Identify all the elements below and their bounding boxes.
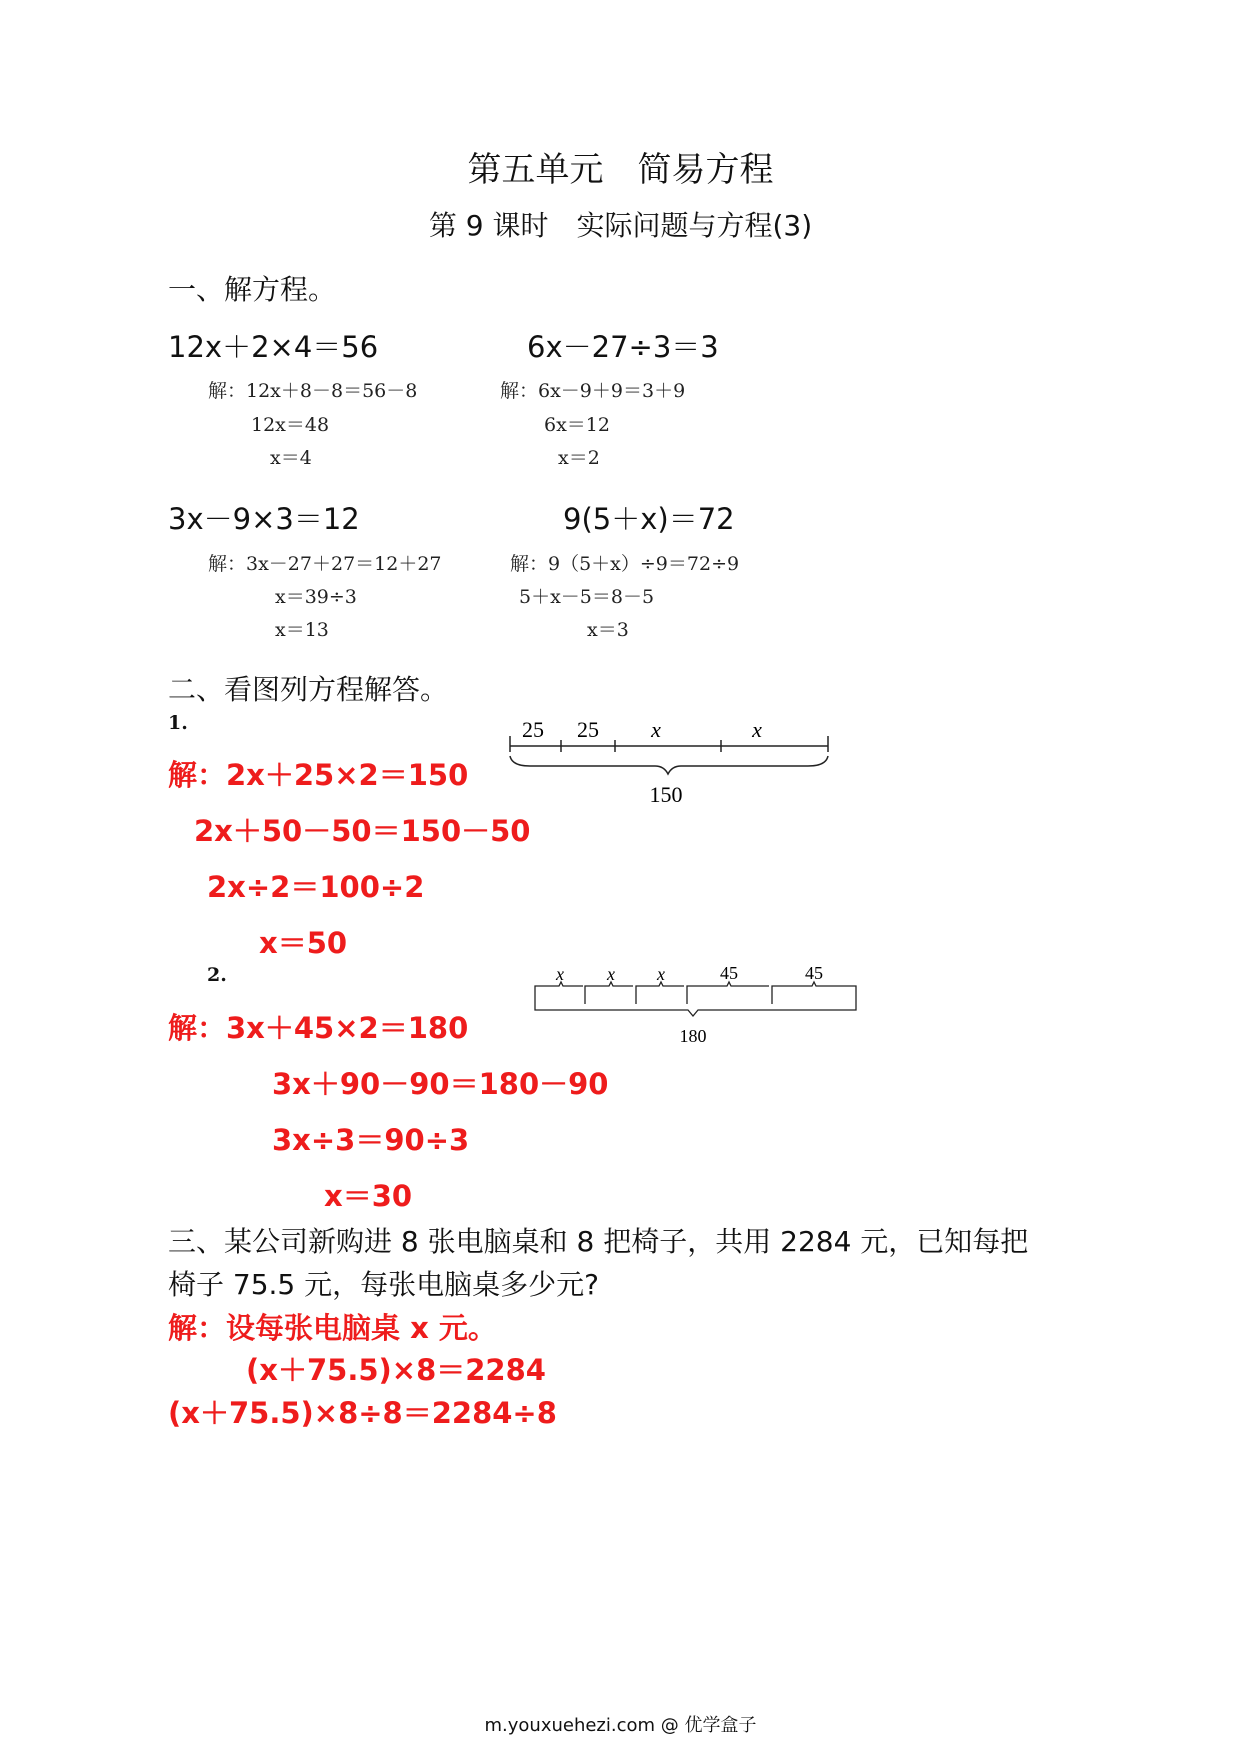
section-3-question-line-2: 椅子 75.5 元，每张电脑桌多少元?	[168, 1268, 600, 1301]
q2-answer-line-2: 3x＋90－90＝180－90	[272, 1067, 609, 1101]
question-1-number: 1.	[168, 712, 188, 734]
diagram-1	[500, 712, 840, 812]
lesson-subtitle: 第 9 课时 实际问题与方程(3)	[428, 209, 813, 242]
problem-3-step-3: x＝13	[275, 619, 329, 641]
section-3-answer-line-3: (x＋75.5)×8÷8＝2284÷8	[168, 1396, 557, 1430]
problem-1-step-2: 12x＝48	[251, 414, 330, 436]
question-2-number: 2.	[207, 964, 227, 986]
problem-2-step-2: 6x＝12	[544, 414, 610, 436]
problem-2-step-1: 解：6x－9＋9＝3＋9	[500, 380, 686, 402]
section-2-heading: 二、看图列方程解答。	[168, 673, 449, 706]
diagram-1-label-4: x	[752, 717, 762, 742]
diagram-2-label-1: x	[556, 964, 564, 984]
problem-1-step-1: 解：12x＋8－8＝56－8	[208, 380, 418, 402]
problem-4-step-1: 解：9（5＋x）÷9＝72÷9	[510, 553, 740, 575]
section-1-heading: 一、解方程。	[168, 273, 337, 306]
section-3-answer-line-2: (x＋75.5)×8＝2284	[246, 1353, 546, 1387]
problem-4-step-2: 5＋x－5＝8－5	[519, 586, 655, 608]
page-title: 第五单元 简易方程	[467, 150, 774, 190]
diagram-1-label-1: 25	[522, 717, 544, 742]
problem-4-step-3: x＝3	[587, 619, 629, 641]
problem-1-equation: 12x＋2×4＝56	[168, 330, 379, 364]
section-3-question-line-1: 三、某公司新购进 8 张电脑桌和 8 把椅子，共用 2284 元，已知每把	[168, 1225, 1029, 1258]
q1-answer-line-1: 解：2x＋25×2＝150	[168, 758, 469, 792]
problem-3-step-1: 解：3x－27＋27＝12＋27	[208, 553, 442, 575]
problem-2-equation: 6x－27÷3＝3	[527, 330, 719, 364]
diagram-2	[528, 958, 864, 1050]
diagram-2-label-2: x	[607, 964, 615, 984]
problem-2-step-3: x＝2	[558, 447, 600, 469]
diagram-2-label-4: 45	[720, 963, 738, 983]
diagram-2-label-5: 45	[805, 963, 823, 983]
diagram-1-label-2: 25	[577, 717, 599, 742]
diagram-1-total: 150	[649, 782, 683, 807]
problem-3-step-2: x＝39÷3	[275, 586, 357, 608]
section-3-answer-line-1: 解：设每张电脑桌 x 元。	[168, 1311, 497, 1345]
q2-answer-line-3: 3x÷3＝90÷3	[272, 1123, 470, 1157]
q2-answer-line-4: x＝30	[324, 1179, 413, 1213]
q1-answer-line-4: x＝50	[259, 926, 348, 960]
problem-4-equation: 9(5＋x)＝72	[563, 502, 735, 536]
problem-3-equation: 3x－9×3＝12	[168, 502, 360, 536]
diagram-1-label-3: x	[651, 717, 661, 742]
footer-source: m.youxuehezi.com @ 优学盒子	[484, 1715, 757, 1736]
q2-answer-line-1: 解：3x＋45×2＝180	[168, 1011, 469, 1045]
diagram-2-label-3: x	[657, 964, 665, 984]
diagram-2-total: 180	[679, 1026, 707, 1046]
problem-1-step-3: x＝4	[270, 447, 312, 469]
q1-answer-line-2: 2x＋50－50＝150－50	[194, 814, 531, 848]
q1-answer-line-3: 2x÷2＝100÷2	[207, 870, 425, 904]
